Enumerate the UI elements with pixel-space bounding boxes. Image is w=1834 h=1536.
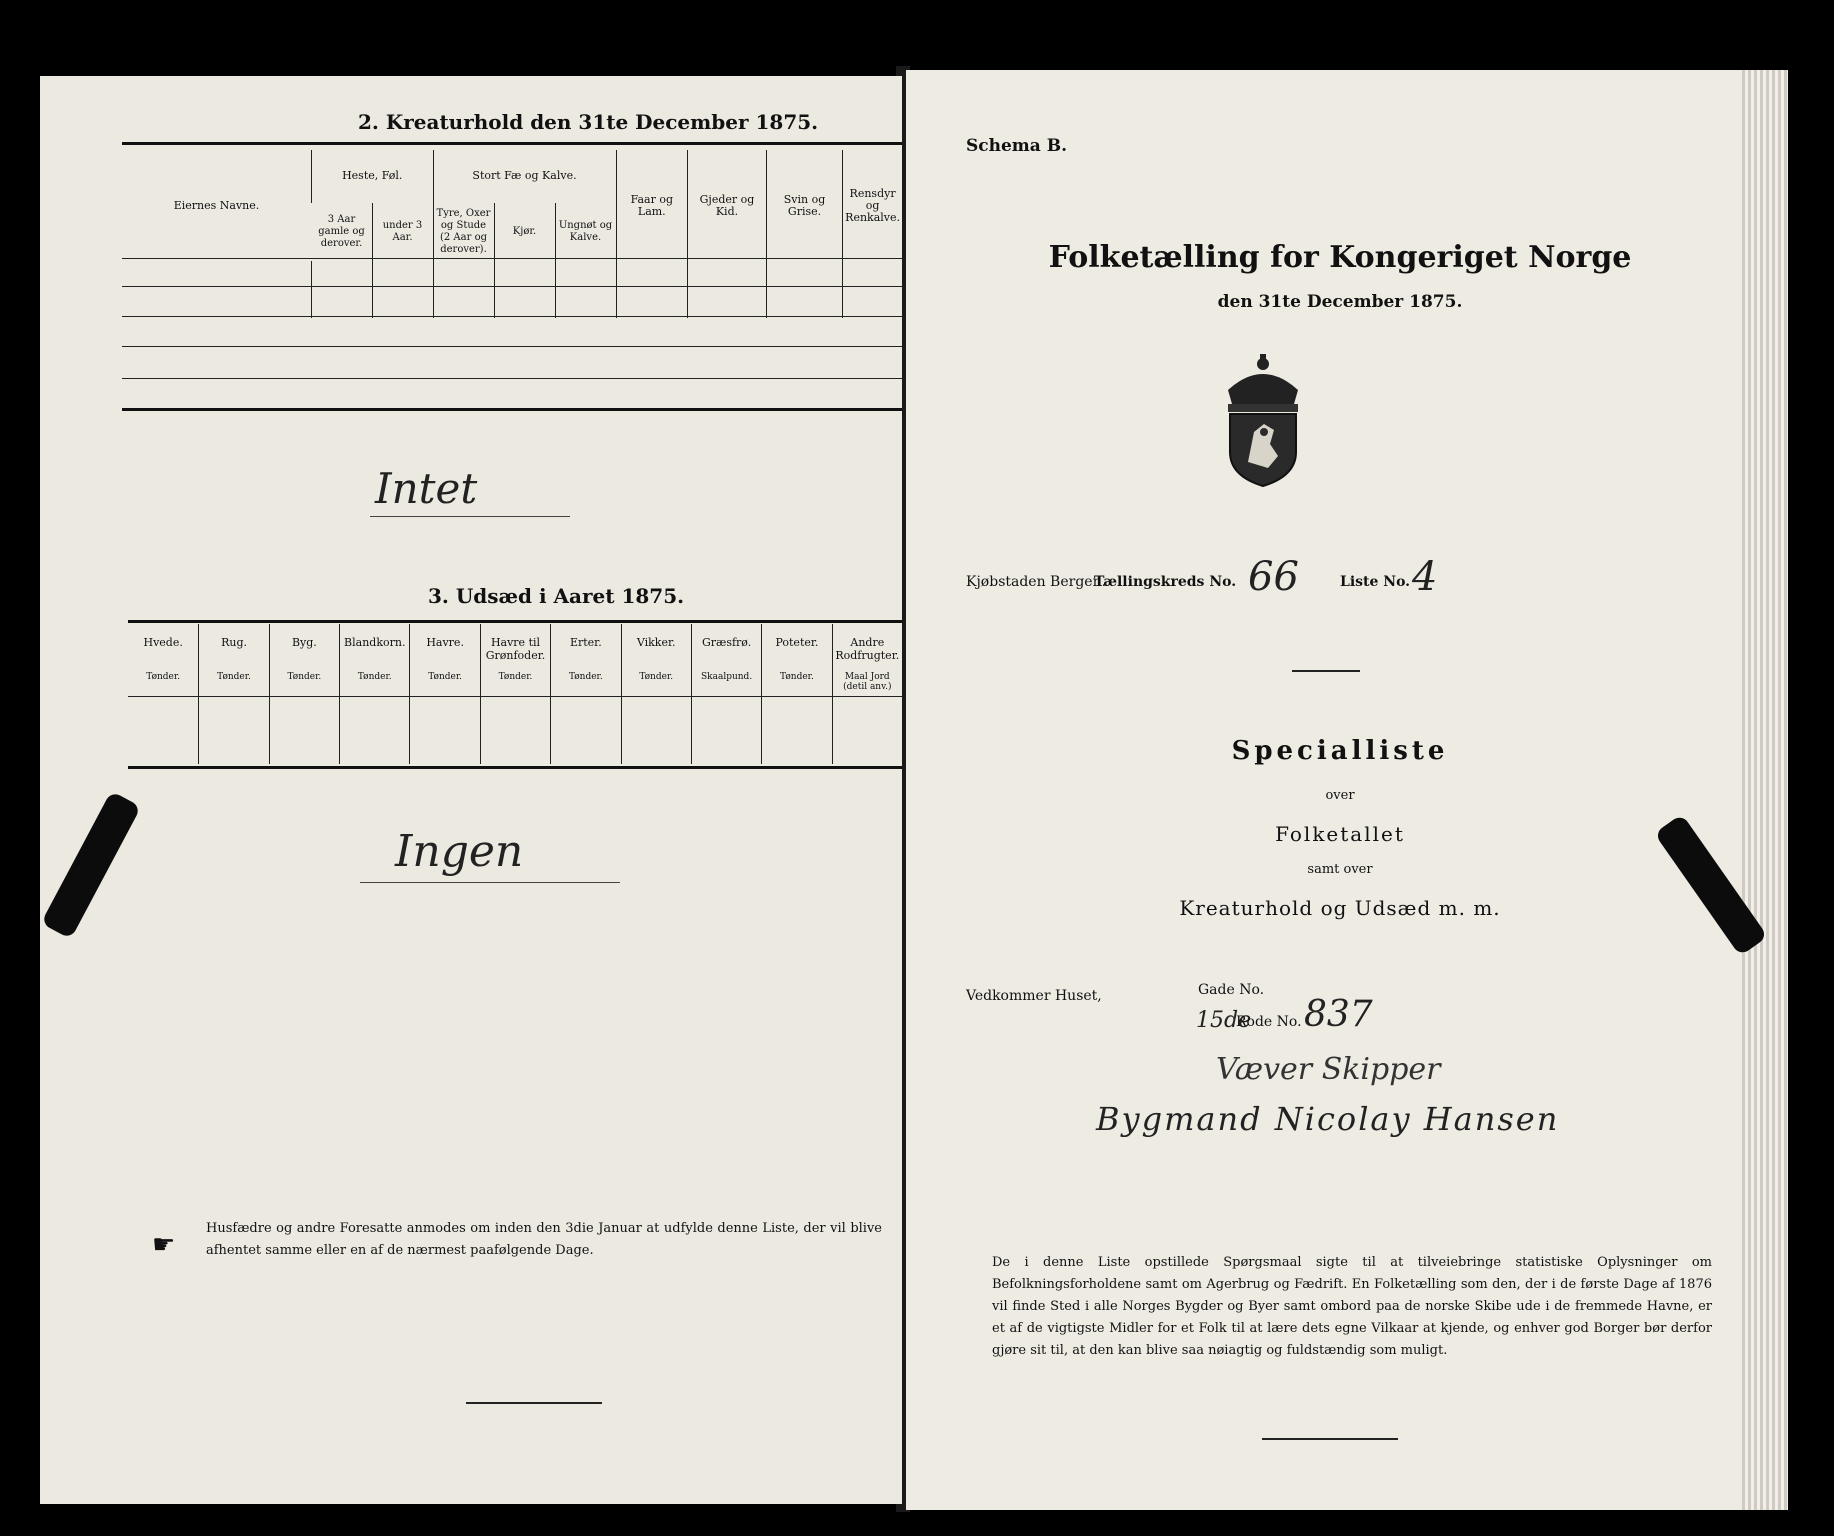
header-sheep: Faar og Lam. (616, 150, 688, 261)
over-label: over (1325, 788, 1355, 803)
table-bottom-rule (122, 408, 902, 411)
seed-column (339, 624, 409, 764)
location-label: Kjøbstaden Bergen. (966, 574, 1107, 590)
seed-column (832, 624, 902, 764)
handwriting-underline (360, 882, 620, 883)
handwritten-livestock: Intet (375, 464, 478, 513)
table-rule (122, 316, 902, 317)
left-page (40, 76, 902, 1504)
district-number: 66 (1248, 554, 1299, 600)
seed-column-header: Erter. (569, 636, 602, 649)
seed-column (128, 624, 198, 764)
seed-column (269, 624, 339, 764)
seed-column-header: Byg. (291, 636, 317, 649)
seed-column-header: Andre Rodfrugter. (835, 636, 900, 662)
right-page (906, 70, 1774, 1510)
seed-column-unit: Tønder. (357, 672, 392, 682)
header-reindeer: Rensdyr og Renkalve. (843, 150, 902, 261)
seed-column-unit: Skaalpund. (700, 672, 753, 682)
header-horses: Heste, Føl. (312, 150, 434, 203)
seed-column-unit: Tønder. (780, 672, 814, 682)
header-horses-old: 3 Aar gamle og derover. (318, 213, 365, 249)
seed-table (128, 624, 902, 764)
list-label: Liste No. (1340, 574, 1411, 590)
seed-column (409, 624, 479, 764)
header-cattle: Stort Fæ og Kalve. (433, 150, 616, 203)
header-owner: Eiernes Navne. (173, 198, 260, 212)
seed-column (550, 624, 620, 764)
notice-text: Husfædre og andre Foresatte anmodes om inden den 3die Januar at udfylde denne Liste, der vil blive afhentet samme eller en af de nærmest paafølgende Dage. (206, 1221, 882, 1258)
seed-column-header: Havre. (426, 636, 464, 649)
seed-column-unit: Tønder. (498, 672, 533, 682)
header-goats: Gjeder og Kid. (688, 150, 767, 261)
seed-column-header: Rug. (221, 636, 247, 649)
header-cattle-young: Ungnøt og Kalve. (555, 203, 616, 262)
livestock-table (122, 150, 902, 318)
pointing-hand-icon: ☛ (152, 1230, 176, 1260)
seed-table-top-rule (128, 620, 902, 623)
seed-column-unit: Maal Jord (detil anv.) (843, 672, 892, 692)
header-cattle-cows: Kjør. (494, 203, 555, 262)
handwritten-seed: Ingen (395, 826, 524, 877)
schema-label: Schema B. (966, 136, 1068, 156)
header-cattle-bulls: Tyre, Oxer og Stude (2 Aar og derover). (433, 203, 494, 262)
explanation-paragraph: De i denne Liste opstillede Spørgsmaal sigte til at tilveiebringe statistiske Oplysninger om Befolkningsforholdene samt om Agerbrug og Fædrift. En Folketælling som den, der i de første Dage af 1876 vil finde Sted i alle Norges Bygder og Byer samt ombord paa de norske Skibe ude i de fremmede Havne, er et af de vigtigste Midler for et Folk til at lære dets egne Vilkaar at kjende, og enhver god Borger bør derfor gjøre sit til, at den kan blive saa nøiagtig og fuldstændig som muligt. (992, 1255, 1712, 1358)
seed-column (480, 624, 550, 764)
table-rule (122, 378, 902, 379)
seed-column-header: Blandkorn. (344, 636, 406, 649)
table-rule (122, 346, 902, 347)
seed-column-unit: Tønder. (639, 672, 674, 682)
samt-over-label: samt over (1307, 862, 1373, 877)
district-label: Tællingskreds No. (1094, 574, 1237, 590)
seed-column (198, 624, 268, 764)
page-edges (1742, 70, 1788, 1510)
table-rule (122, 258, 902, 259)
seed-column-unit: Tønder. (146, 672, 181, 682)
seed-column-unit: Tønder. (287, 672, 322, 682)
owner-handwriting-2: Bygmand Nicolay Hansen (1096, 1100, 1560, 1138)
document-subtitle: den 31te December 1875. (1217, 292, 1463, 312)
rode-label: Rode No. (1236, 1014, 1302, 1030)
header-pigs: Svin og Grise. (766, 150, 842, 261)
rode-number: 837 (1304, 994, 1373, 1035)
rode-prefix: 15de (1196, 1008, 1252, 1033)
gade-label: Gade No. (1198, 982, 1265, 998)
seed-column-header: Havre til Grønfoder. (485, 636, 546, 662)
seed-column-unit: Tønder. (217, 672, 251, 682)
seed-column (761, 624, 831, 764)
seed-column-header: Vikker. (636, 636, 676, 649)
section2-title: 2. Kreaturhold den 31te December 1875. (358, 110, 819, 134)
header-horses-young: under 3 Aar. (372, 203, 433, 262)
seed-column (691, 624, 761, 764)
house-label: Vedkommer Huset, (966, 988, 1102, 1004)
seed-column-header: Hvede. (143, 636, 183, 649)
section3-title: 3. Udsæd i Aaret 1875. (428, 584, 685, 608)
kreaturhold-heading: Kreaturhold og Udsæd m. m. (1179, 896, 1501, 920)
closing-rule (466, 1402, 602, 1404)
closing-rule (1262, 1438, 1398, 1440)
table-top-rule (122, 142, 902, 145)
seed-column-unit: Tønder. (428, 672, 463, 682)
specialliste-heading: Specialliste (1231, 736, 1449, 766)
seed-table-rule (128, 696, 902, 697)
list-number: 4 (1412, 554, 1438, 600)
handwriting-underline (370, 516, 570, 517)
document-title: Folketælling for Kongeriget Norge (1048, 240, 1632, 275)
seed-table-bottom-rule (128, 766, 902, 769)
table-rule (122, 286, 902, 287)
seed-column-header: Poteter. (775, 636, 819, 649)
seed-column (621, 624, 691, 764)
owner-handwriting-1: Væver Skipper (1216, 1052, 1441, 1087)
seed-column-header: Græsfrø. (701, 636, 752, 649)
seed-column-unit: Tønder. (568, 672, 603, 682)
divider (1292, 670, 1360, 672)
folketallet-heading: Folketallet (1275, 822, 1405, 846)
coat-of-arms-icon (1208, 352, 1318, 488)
